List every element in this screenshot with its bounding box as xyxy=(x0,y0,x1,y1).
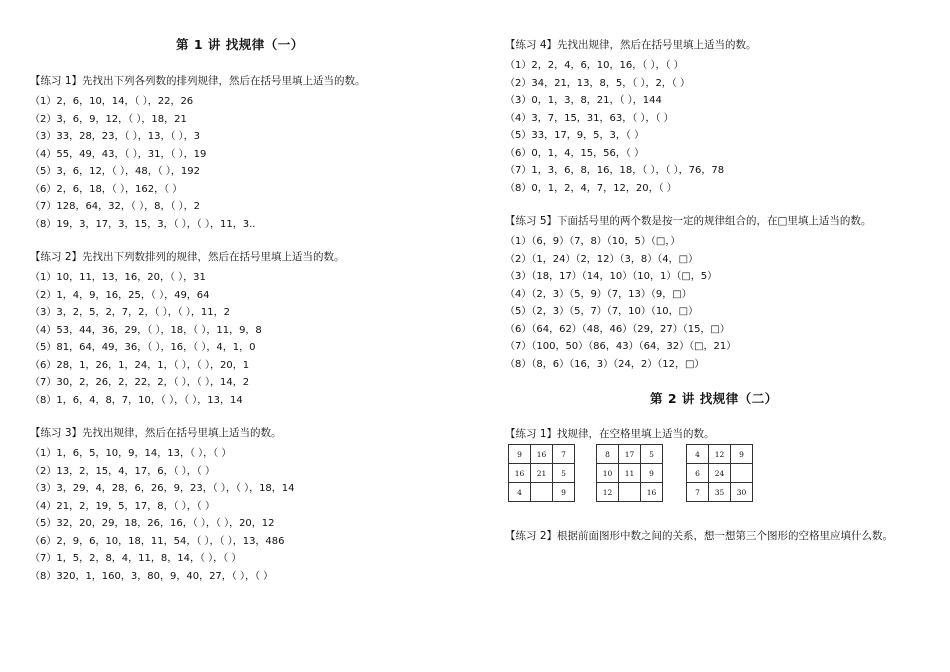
list-item: （7）1，5，2，8，4，11，8，14，（ ），（ ） xyxy=(30,553,242,564)
list-item: （2）1，4，9，16，25，（ ），49，64 xyxy=(30,290,210,301)
grid-cell: 5 xyxy=(641,445,663,464)
list-item: （6）2，9，6，10，18，11，54，（ ），（ ），13，486 xyxy=(30,536,285,547)
grid-cell: 30 xyxy=(731,483,753,502)
list-item: （8）（8，6）（16，3）（24，2）（12，□） xyxy=(505,359,705,370)
list-item: （6）（64，62）（48，46）（29，27）（15，□） xyxy=(505,324,730,335)
lecture2-title: 第 2 讲 找规律（二） xyxy=(650,391,778,406)
grid-cell: 24 xyxy=(709,464,731,483)
list-item: （8）19，3，17，3，15，3，（ ），（ ），11，3.. xyxy=(30,219,256,230)
list-item: （7）128，64，32，（ ），8，（ ），2 xyxy=(30,201,200,212)
list-item: （5）3，6，12，（ ），48，（ ），192 xyxy=(30,166,200,177)
list-item: （6）2，6，18，（ ），162，（ ） xyxy=(30,184,183,195)
grid-cell: 21 xyxy=(531,464,553,483)
number-grid-1 xyxy=(508,444,575,502)
grid-cell: 8 xyxy=(597,445,619,464)
l2-ex1-heading: 【练习 1】找规律，在空格里填上适当的数。 xyxy=(505,428,715,440)
grid-cell: 12 xyxy=(709,445,731,464)
list-item: （5）33，17，9，5，3，（ ） xyxy=(505,130,645,141)
list-item: （7）（100，50）（86，43）（64，32）（□，21） xyxy=(505,341,737,352)
list-item: （2）13，2，15，4，17，6，（ ），（ ） xyxy=(30,466,215,477)
ex2-heading: 【练习 2】先找出下列数排列的规律，然后在括号里填上适当的数。 xyxy=(30,251,345,263)
list-item: （5）81，64，49，36，（ ），16，（ ），4，1，0 xyxy=(30,342,256,353)
number-grid-3 xyxy=(686,444,753,502)
list-item: （4）55，49，43，（ ），31，（ ），19 xyxy=(30,149,207,160)
list-item: （6）28，1，26，1，24，1，（ ），（ ），20，1 xyxy=(30,360,250,371)
grid-cell: 4 xyxy=(509,483,531,502)
grid-cell: 9 xyxy=(641,464,663,483)
ex3-heading: 【练习 3】先找出规律，然后在括号里填上适当的数。 xyxy=(30,427,282,439)
grid-cell-blank[interactable] xyxy=(731,464,753,483)
grid-cell: 10 xyxy=(597,464,619,483)
list-item: （8）1，6，4，8，7，10，（ ），（ ），13，14 xyxy=(30,395,243,406)
list-item: （1）2，2，4，6，10，16，（ ），（ ） xyxy=(505,60,684,71)
list-item: （5）（2，3）（5，7）（7，10）（10，□） xyxy=(505,306,699,317)
list-item: （3）0，1，3，8，21，（ ），144 xyxy=(505,95,662,106)
list-item: （1）2，6，10，14，（ ），22，26 xyxy=(30,96,194,107)
list-item: （4）3，7，15，31，63，（ ），（ ） xyxy=(505,113,674,124)
grid-cell: 16 xyxy=(641,483,663,502)
list-item: （1）10，11，13，16，20，（ ），31 xyxy=(30,272,206,283)
list-item: （2）3，6，9，12，（ ），18，21 xyxy=(30,114,187,125)
grid-cell: 4 xyxy=(687,445,709,464)
list-item: （3）33，28，23，（ ），13，（ ），3 xyxy=(30,131,200,142)
grid-cell: 9 xyxy=(731,445,753,464)
grid-cell: 16 xyxy=(531,445,553,464)
grid-cell: 35 xyxy=(709,483,731,502)
list-item: （1）（6，9）（7，8）（10，5）（□，） xyxy=(505,236,681,247)
ex4-heading: 【练习 4】先找出规律，然后在括号里填上适当的数。 xyxy=(505,39,757,51)
list-item: （4）21，2，19，5，17，8，（ ），（ ） xyxy=(30,501,215,512)
grid-cell: 11 xyxy=(619,464,641,483)
list-item: （3）3，29，4，28，6，26，9，23，（ ），（ ），18，14 xyxy=(30,483,295,494)
list-item: （4）53，44，36，29，（ ），18，（ ），11，9，8 xyxy=(30,325,262,336)
list-item: （8）320，1，160，3，80，9，40，27，（ ），（ ） xyxy=(30,571,274,582)
list-item: （4）（2，3）（5，9）（7，13）（9，□） xyxy=(505,289,692,300)
list-item: （2）（1，24）（2，12）（3，8）（4，□） xyxy=(505,254,699,265)
number-grid-2 xyxy=(596,444,663,502)
list-item: （2）34，21，13，8，5，（ ），2，（ ） xyxy=(505,78,690,89)
ex5-heading: 【练习 5】下面括号里的两个数是按一定的规律组合的，在□里填上适当的数。 xyxy=(505,215,872,227)
l2-ex2-text: 【练习 2】根据前面图形中数之间的关系，想一想第三个图形的空格里应填什么数。 xyxy=(505,530,894,542)
grid-cell: 6 xyxy=(687,464,709,483)
ex1-heading: 【练习 1】先找出下列各列数的排列规律，然后在括号里填上适当的数。 xyxy=(30,75,366,87)
list-item: （5）32，20，29，18，26，16，（ ），（ ），20，12 xyxy=(30,518,275,529)
list-item: （3）（18，17）（14，10）（10，1）（□，5） xyxy=(505,271,718,282)
lecture1-title: 第 1 讲 找规律（一） xyxy=(176,37,304,52)
grid-cell: 9 xyxy=(509,445,531,464)
grid-cell-blank[interactable] xyxy=(531,483,553,502)
list-item: （7）1，3，6，8，16，18，（ ），（ ），76，78 xyxy=(505,165,725,176)
list-item: （6）0，1，4，15，56，（ ） xyxy=(505,148,645,159)
grid-cell: 12 xyxy=(597,483,619,502)
list-item: （7）30，2，26，2，22，2，（ ），（ ），14，2 xyxy=(30,377,250,388)
list-item: （3）3，2，5，2，7，2，（ ），（ ），11，2 xyxy=(30,307,230,318)
list-item: （1）1，6，5，10，9，14，13，（ ），（ ） xyxy=(30,448,232,459)
grid-cell: 7 xyxy=(687,483,709,502)
grid-cell: 5 xyxy=(553,464,575,483)
grid-cell: 7 xyxy=(553,445,575,464)
grid-cell: 16 xyxy=(509,464,531,483)
grid-cell: 17 xyxy=(619,445,641,464)
list-item: （8）0，1，2，4，7，12，20，（ ） xyxy=(505,183,677,194)
grid-cell-blank[interactable] xyxy=(619,483,641,502)
grid-cell: 9 xyxy=(553,483,575,502)
